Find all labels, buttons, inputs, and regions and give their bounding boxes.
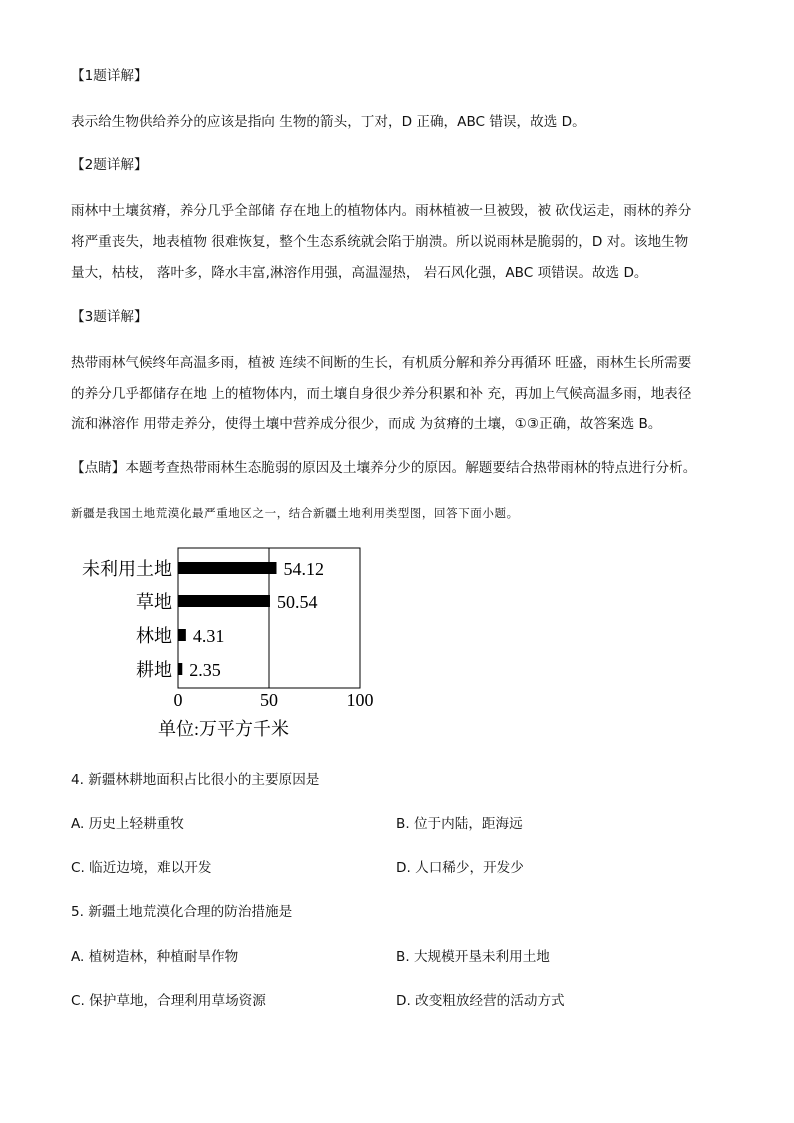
bar-1	[178, 595, 270, 607]
q5-option-a[interactable]: A. 植树造林，种植耐旱作物	[71, 949, 239, 965]
bar-2	[178, 629, 186, 641]
category-label: 未利用土地	[82, 559, 172, 579]
section-3-line-1: 热带雨林气候终年高温多雨，植被 连续不间断的生长，有机质分解和养分再循环 旺盛，雨林生长所需要	[71, 355, 692, 371]
section-1-line-1: 表示给生物供给养分的应该是指向 生物的箭头，丁对，D 正确，ABC 错误，故选 D。	[71, 114, 586, 130]
category-label: 林地	[136, 626, 172, 646]
bar-3	[178, 663, 182, 675]
q4-option-a[interactable]: A. 历史上轻耕重牧	[71, 816, 184, 832]
x-tick-label: 100	[346, 690, 374, 710]
bar-0	[178, 562, 276, 574]
q4-option-b[interactable]: B. 位于内陆，距海远	[396, 816, 523, 832]
section-2-line-2: 将严重丧失，地表植物 很难恢复，整个生态系统就会陷于崩溃。所以说雨林是脆弱的，D 对。该地生物	[71, 234, 689, 250]
question-4-stem: 4. 新疆林耕地面积占比很小的主要原因是	[71, 772, 320, 788]
q4-option-d[interactable]: D. 人口稀少，开发少	[396, 860, 524, 876]
value-label: 54.12	[283, 559, 324, 579]
section-2-line-3: 量大，枯枝， 落叶多，降水丰富,淋溶作用强，高温湿热， 岩石风化强，ABC 项错误。故选 D。	[71, 265, 648, 281]
q5-option-b[interactable]: B. 大规模开垦未利用土地	[396, 949, 550, 965]
x-tick-label: 50	[260, 690, 278, 710]
section-3-heading: 【3题详解】	[71, 309, 148, 325]
land-use-bar-chart	[70, 540, 390, 745]
category-label: 耕地	[136, 660, 172, 680]
question-5-stem: 5. 新疆土地荒漠化合理的防治措施是	[71, 904, 293, 920]
section-2-line-1: 雨林中土壤贫瘠，养分几乎全部储 存在地上的植物体内。雨林植被一旦被毁，被 砍伐运走，雨林的养分	[71, 203, 692, 219]
q5-option-d[interactable]: D. 改变粗放经营的活动方式	[396, 993, 565, 1009]
q4-option-c[interactable]: C. 临近边境，难以开发	[71, 860, 212, 876]
comment-line: 【点睛】本题考查热带雨林生态脆弱的原因及土壤养分少的原因。解题要结合热带雨林的特点进行分析。	[71, 460, 697, 476]
value-label: 4.31	[192, 626, 225, 646]
q5-option-c[interactable]: C. 保护草地，合理利用草场资源	[71, 993, 266, 1009]
value-label: 2.35	[189, 660, 221, 680]
value-label: 50.54	[276, 592, 318, 612]
section-3-line-3: 流和淋溶作 用带走养分，使得土壤中营养成分很少，而成 为贫瘠的土壤，①③正确，故答案选 B。	[71, 416, 662, 432]
x-axis-label: 单位:万平方千米	[158, 719, 290, 739]
chart-intro: 新疆是我国土地荒漠化最严重地区之一，结合新疆土地利用类型图，回答下面小题。	[71, 506, 519, 520]
section-2-heading: 【2题详解】	[71, 157, 148, 173]
section-3-line-2: 的养分几乎都储存在地 上的植物体内，而土壤自身很少养分积累和补 充，再加上气候高温多雨，地表径	[71, 386, 692, 402]
section-1-heading: 【1题详解】	[71, 68, 148, 84]
category-label: 草地	[136, 592, 172, 612]
x-tick-label: 0	[173, 690, 183, 710]
